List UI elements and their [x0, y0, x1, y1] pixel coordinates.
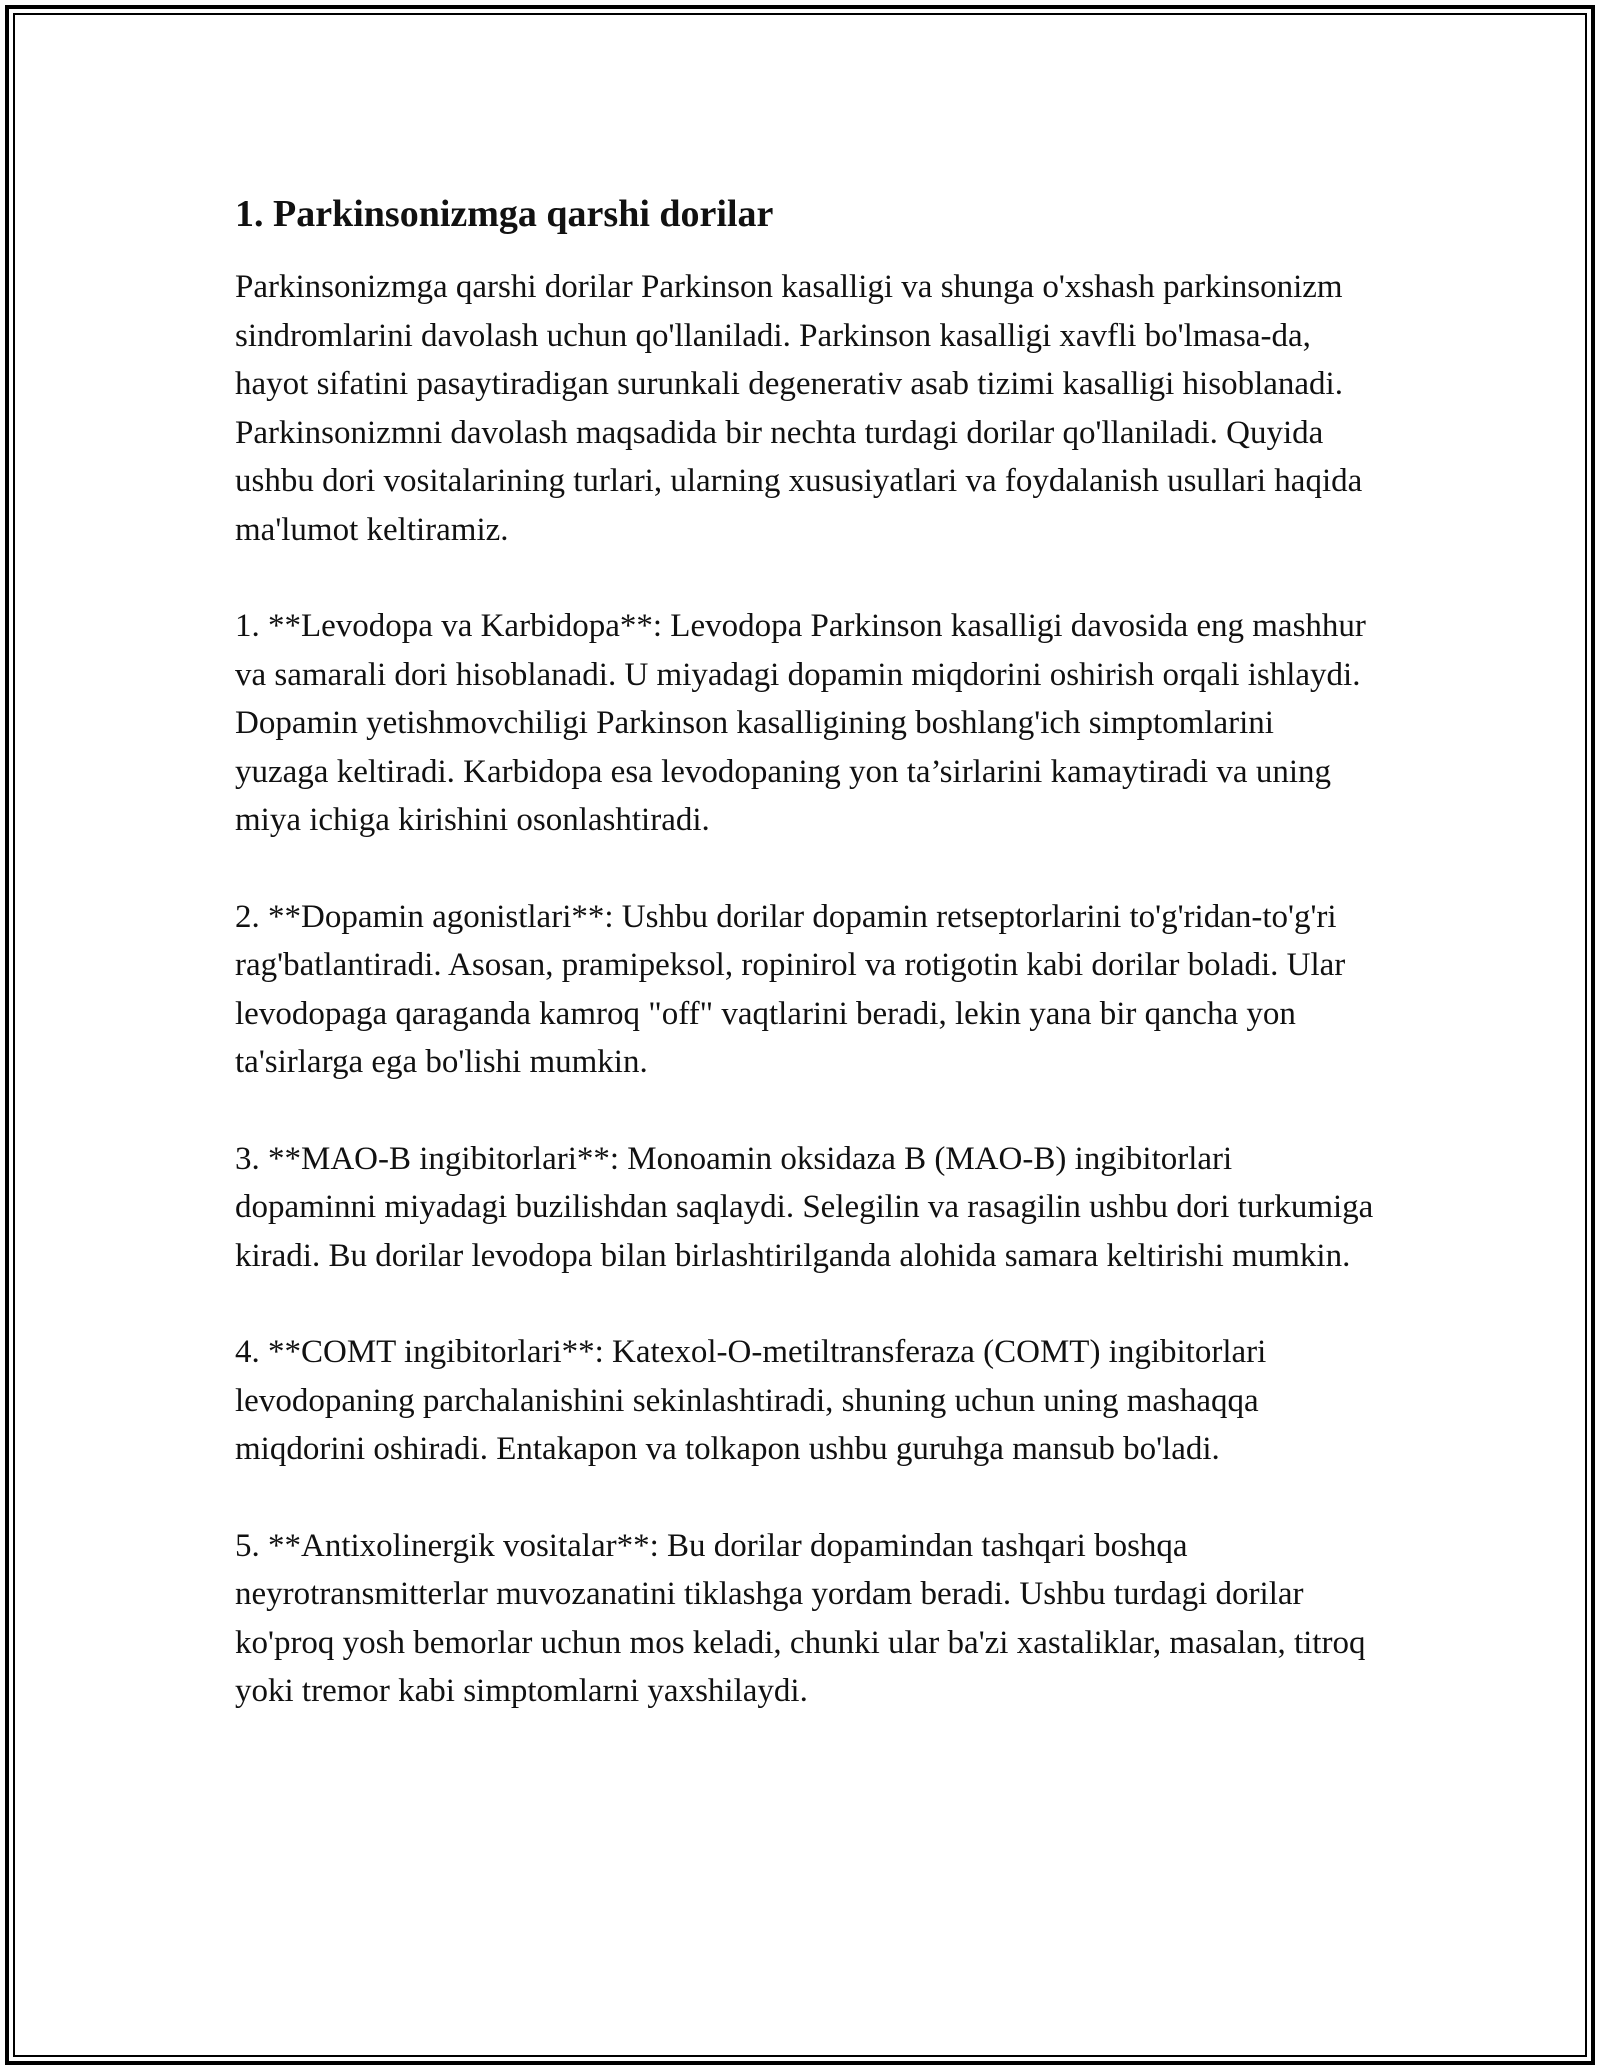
- paragraph-anticholinergics: 5. **Antixolinergik vositalar**: Bu dorilar dopamindan tashqari boshqa neyrotransmitterlar muvozanatini tiklashga yordam beradi. Ushbu turdagi dorilar ko'proq yosh bemorlar uchun mos keladi, chunki ular ba'zi xastaliklar, masalan, titroq yoki tremor kabi simptomlarni yaxshilaydi.: [235, 1527, 1366, 1709]
- paragraph-mao-b-inhibitors: 3. **MAO-B ingibitorlari**: Monoamin oksidaza B (MAO-B) ingibitorlari dopaminni miyadagi buzilishdan saqlaydi. Selegilin va rasagilin ushbu dori turkumiga kiradi. Bu dorilar levodopa bilan birlashtirilganda alohida samara keltirishi mumkin.: [235, 1140, 1374, 1274]
- intro-paragraph: Parkinsonizmga qarshi dorilar Parkinson kasalligi va shunga o'xshash parkinsonizm sindromlarini davolash uchun qo'llaniladi. Parkinson kasalligi xavfli bo'lmasa-da, hayot sifatini pasaytiradigan surunkali degenerativ asab tizimi kasalligi hisoblanadi. Parkinsonizmni davolash maqsadida bir nechta turdagi dorilar qo'llaniladi. Quyida ushbu dori vositalarining turlari, ularning xususiyatlari va foydalanish usullari haqida ma'lumot keltiramiz.: [235, 269, 1363, 548]
- paragraph-levodopa: 1. **Levodopa va Karbidopa**: Levodopa Parkinson kasalligi davosida eng mashhur va samarali dori hisoblanadi. U miyadagi dopamin miqdorini oshirish orqali ishlaydi. Dopamin yetishmovchiligi Parkinson kasalligining boshlang'ich simptomlarini yuzaga keltiradi. Karbidopa esa levodopaning yon ta’sirlarini kamaytiradi va uning miya ichiga kirishini osonlashtiradi.: [235, 608, 1366, 838]
- paragraph-comt-inhibitors: 4. **COMT ingibitorlari**: Katexol-O-metiltransferaza (COMT) ingibitorlari levodopaning parchalanishini sekinlashtiradi, shuning uchun uning mashaqqa miqdorini oshiradi. Entakapon va tolkapon ushbu guruhga mansub bo'ladi.: [235, 1334, 1267, 1467]
- paragraph-dopamine-agonists: 2. **Dopamin agonistlari**: Ushbu dorilar dopamin retseptorlarini to'g'ridan-to'g'ri rag'batlantiradi. Asosan, pramipeksol, ropinirol va rotigotin kabi dorilar boladi. Ular levodopaga qaraganda kamroq "off" vaqtlarini beradi, lekin yana bir qancha yon ta'sirlarga ega bo'lishi mumkin.: [235, 898, 1346, 1080]
- document-body: [235, 190, 1375, 1764]
- document-title: 1. Parkinsonizmga qarshi dorilar: [235, 193, 774, 235]
